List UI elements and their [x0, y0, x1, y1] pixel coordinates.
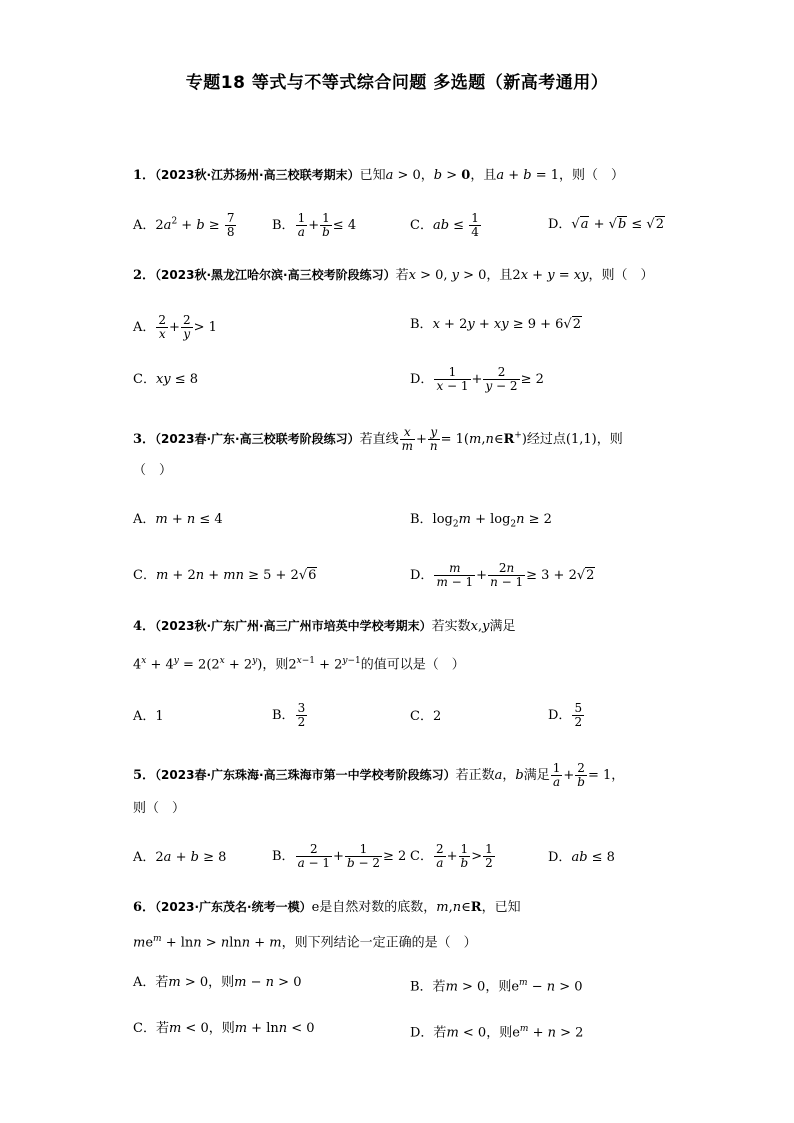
option-3d: D． $\frac{m}{m - 1}$ + $\frac{2n}{n - 1}$ ≥ 3 + 2√2: [410, 561, 595, 589]
question-number: 4．: [133, 619, 156, 634]
question-number: 6．: [133, 900, 156, 915]
option-1a: A．$2a^2 + b$ ≥ $\frac{7}{8}$: [133, 211, 235, 239]
question-number: 3．: [133, 432, 156, 447]
question-4-line2: $4^x + 4^y = 2(2^x + 2^y)$，则$2^{x-1} + 2^{y-1}$的值可以是（ ）: [133, 656, 465, 673]
question-4: 4．（2023秋·广东广州·高三广州市培英中学校考期末）若实数x,y满足: [133, 619, 516, 634]
question-3-answer-paren: （ ）: [133, 463, 173, 478]
question-5: 5．（2023春·广东珠海·高三珠海市第一中学校考阶段练习）若正数a，b满足 $\frac{1}{a}$ + $\frac{2}{b}$ = 1，: [133, 761, 625, 789]
question-6-line2: $me^m + \ln n > nlnn + m$，则下列结论一定正确的是（ ）: [133, 934, 477, 951]
question-1: 1．（2023秋·江苏扬州·高三校联考期末）已知a > 0，b > 0，且a + b = 1，则（ ）: [133, 168, 625, 183]
question-number: 1．: [133, 168, 156, 183]
question-source: （2023秋·广东广州·高三广州市培英中学校考期末）: [155, 619, 432, 633]
question-6: 6．（2023·广东茂名·统考一模）e是自然对数的底数，m,n∈R，已知: [133, 900, 521, 915]
question-2: 2．（2023秋·黑龙江哈尔滨·高三校考阶段练习）若x > 0, y > 0，且2x + y = xy，则（ ）: [133, 268, 654, 283]
option-3b: B．$\log_2m + \log_2n \ge 2$: [410, 512, 552, 530]
question-3: 3．（2023春·广东·高三校联考阶段练习）若直线 $\frac{x}{m}$ + $\frac{y}{n}$ = 1(m,n∈R+)经过点(1,1)，则: [133, 425, 623, 453]
option-2b: B．x + 2y + xy ≥ 9 + 6√2: [410, 317, 581, 332]
question-number: 2．: [133, 268, 156, 283]
option-6c: C．若m < 0，则m + lnn < 0: [133, 1021, 315, 1036]
question-source: （2023·广东茂名·统考一模）: [155, 900, 312, 914]
option-6a: A．若m > 0，则m − n > 0: [133, 975, 302, 990]
option-5d: D．ab ≤ 8: [548, 850, 615, 865]
question-number: 5．: [133, 768, 156, 783]
option-3a: A．m + n ≤ 4: [133, 512, 223, 527]
option-1c: C．ab ≤ $\frac{1}{4}$: [410, 211, 479, 239]
option-4b: B． $\frac{3}{2}$: [272, 701, 306, 729]
option-2c: C．xy ≤ 8: [133, 372, 199, 387]
question-source: （2023春·广东·高三校联考阶段练习）: [155, 432, 360, 446]
option-3c: C．m + 2n + mn ≥ 5 + 2√6: [133, 568, 317, 583]
question-5-line2: 则（ ）: [133, 801, 186, 816]
option-5b: B． $\frac{2}{a - 1}$ + $\frac{1}{b - 2}$ ≥ 2: [272, 842, 407, 870]
option-1b: B． $\frac{1}{a}$ + $\frac{1}{b}$ ≤ 4: [272, 211, 357, 239]
question-source: （2023春·广东珠海·高三珠海市第一中学校考阶段练习）: [155, 768, 456, 782]
option-4d: D． $\frac{5}{2}$: [548, 701, 583, 729]
option-5a: A．2a + b ≥ 8: [133, 850, 227, 865]
option-2a: A． $\frac{2}{x}$ + $\frac{2}{y}$ > 1: [133, 313, 217, 341]
option-4a: A．1: [133, 709, 164, 724]
question-source: （2023秋·黑龙江哈尔滨·高三校考阶段练习）: [155, 268, 396, 282]
page-title: 专题18 等式与不等式综合问题 多选题（新高考通用）: [185, 73, 609, 93]
question-source: （2023秋·江苏扬州·高三校联考期末）: [155, 168, 360, 182]
option-1d: D．√a + √b ≤ √2: [548, 217, 664, 232]
option-6d: D．若m < 0，则$e^m + n > 2$: [410, 1024, 584, 1041]
option-6b: B．若m > 0，则$e^m - n > 0$: [410, 978, 583, 995]
option-4c: C．2: [410, 709, 442, 724]
option-2d: D． $\frac{1}{x - 1}$ + $\frac{2}{y - 2}$ ≥ 2: [410, 365, 544, 393]
option-5c: C． $\frac{2}{a}$ + $\frac{1}{b}$ > $\frac{1}{2}$: [410, 842, 493, 870]
